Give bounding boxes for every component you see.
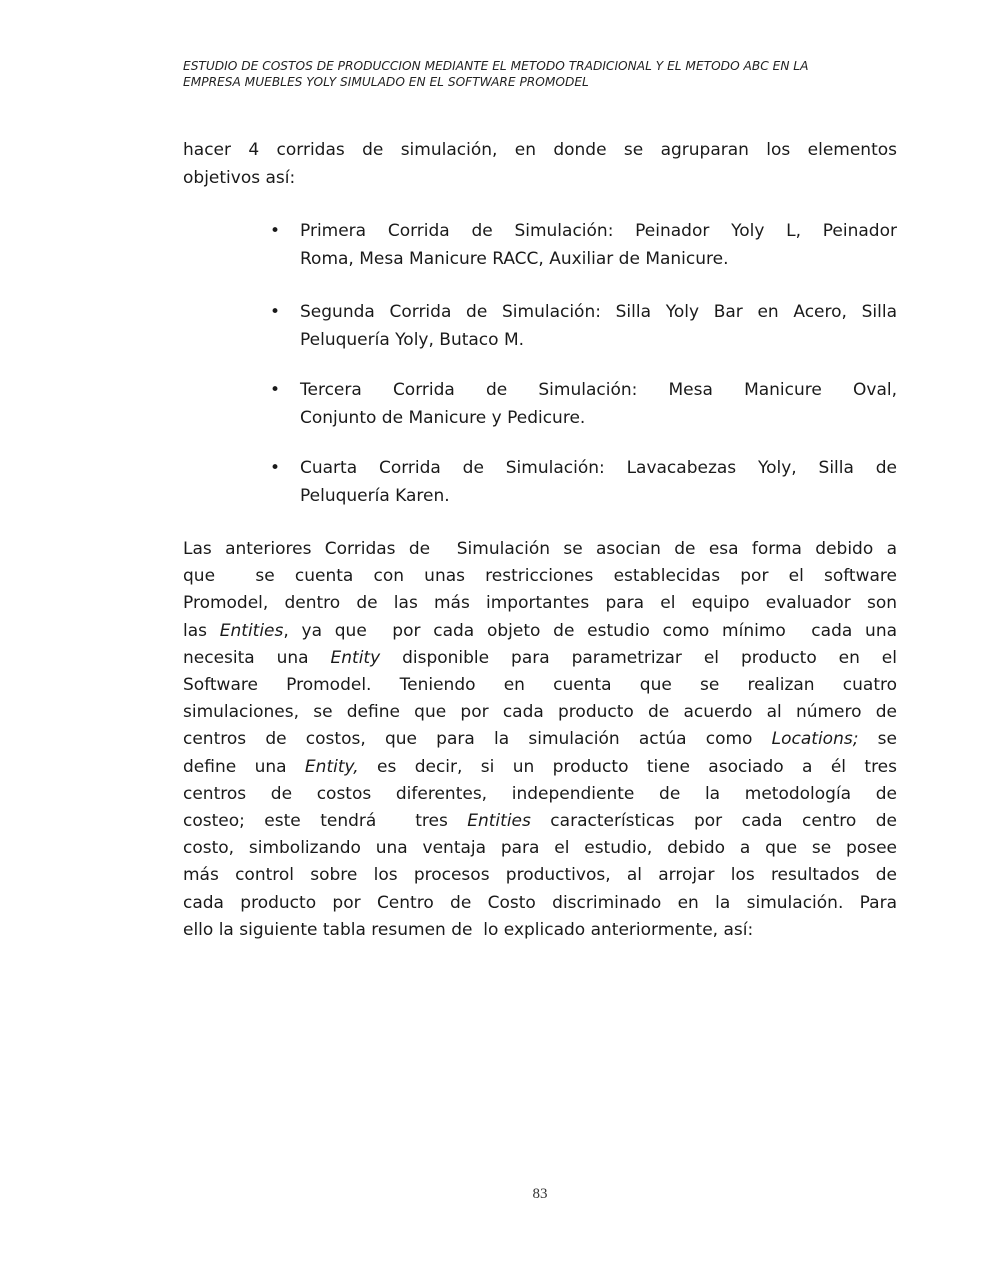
paragraph-line xyxy=(183,618,897,645)
italic-term: Entities xyxy=(219,620,284,641)
text-segment: características por cada centro de xyxy=(530,811,897,831)
paragraph-line xyxy=(183,835,897,862)
text-line: Roma, Mesa Manicure RACC, Auxiliar de Manicure. xyxy=(300,248,729,269)
text-line: Peluquería Karen. xyxy=(300,485,450,506)
paragraph-line xyxy=(183,699,897,726)
italic-term: Entity xyxy=(330,647,381,668)
italic-term: Entities xyxy=(467,811,531,831)
paragraph-line xyxy=(183,808,897,835)
text-segment: centros de costos, que para la simulación actúa como xyxy=(183,729,772,750)
text-segment: define una xyxy=(183,756,305,777)
text-line: Segunda Corrida de Simulación: Silla Yoly Bar en Acero, Silla xyxy=(300,302,897,322)
paragraph-line xyxy=(183,862,897,889)
running-header xyxy=(183,58,883,90)
text-segment: las xyxy=(183,620,220,641)
text-segment: disponible para parametrizar el producto en el xyxy=(380,647,897,668)
bullet-icon: • xyxy=(270,221,281,241)
paragraph-line xyxy=(183,890,897,917)
paragraph-line xyxy=(183,645,897,672)
paragraph-line xyxy=(183,536,897,563)
text-segment: simulaciones, se define que por cada producto de acuerdo al número de xyxy=(183,702,897,723)
text-segment: que se cuenta con unas restricciones establecidas por el software xyxy=(183,566,897,587)
header-line: EMPRESA MUEBLES YOLY SIMULADO EN EL SOFTWARE PROMODEL xyxy=(183,75,589,89)
text-segment: , ya que por cada objeto de estudio como mínimo cada una xyxy=(283,620,898,641)
paragraph-line xyxy=(183,917,897,944)
bullet-icon: • xyxy=(270,302,281,322)
text-line: Primera Corrida de Simulación: Peinador Yoly L, Peinador xyxy=(300,221,897,241)
paragraph-line xyxy=(183,781,897,808)
text-line: Conjunto de Manicure y Pedicure. xyxy=(300,407,586,428)
italic-term: Entity, xyxy=(304,756,359,777)
text-segment: se xyxy=(858,729,897,750)
text-line: Tercera Corrida de Simulación: Mesa Manicure Oval, xyxy=(300,380,897,400)
paragraph-line xyxy=(183,590,897,617)
text-line: Peluquería Yoly, Butaco M. xyxy=(300,329,525,350)
paragraph-line xyxy=(183,754,897,781)
text-segment: Las anteriores Corridas de Simulación se asocian de esa forma debido a xyxy=(183,539,897,559)
paragraph-line xyxy=(183,726,897,753)
paragraph-line xyxy=(183,563,897,590)
text-segment: cada producto por Centro de Costo discriminado en la simulación. Para xyxy=(183,892,897,913)
text-line: hacer 4 corridas de simulación, en donde se agruparan los elementos xyxy=(183,140,897,160)
text-segment: costeo; este tendrá tres xyxy=(183,811,468,831)
header-line: ESTUDIO DE COSTOS DE PRODUCCION MEDIANTE EL METODO TRADICIONAL Y EL METODO ABC EN LA xyxy=(183,59,809,73)
text-segment: más control sobre los procesos productivos, al arrojar los resultados de xyxy=(183,865,897,886)
text-segment: costo, simbolizando una ventaja para el estudio, debido a que se posee xyxy=(183,838,897,859)
text-segment: Promodel, dentro de las más importantes para el equipo evaluador son xyxy=(183,593,897,614)
text-segment: ello la siguiente tabla resumen de lo explicado anteriormente, así: xyxy=(183,919,754,940)
text-line: Cuarta Corrida de Simulación: Lavacabezas Yoly, Silla de xyxy=(300,458,897,478)
text-segment: centros de costos diferentes, independiente de la metodología de xyxy=(183,783,897,804)
page-number: 83 xyxy=(532,1186,548,1202)
text-segment: es decir, si un producto tiene asociado a él tres xyxy=(358,756,897,777)
paragraph-line xyxy=(183,672,897,699)
bullet-icon: • xyxy=(270,458,281,478)
text-segment: necesita una xyxy=(183,647,331,668)
text-segment: Software Promodel. Teniendo en cuenta que se realizan cuatro xyxy=(183,675,897,695)
text-line: objetivos así: xyxy=(183,167,296,188)
italic-term: Locations; xyxy=(771,729,859,750)
bullet-icon: • xyxy=(270,380,281,400)
